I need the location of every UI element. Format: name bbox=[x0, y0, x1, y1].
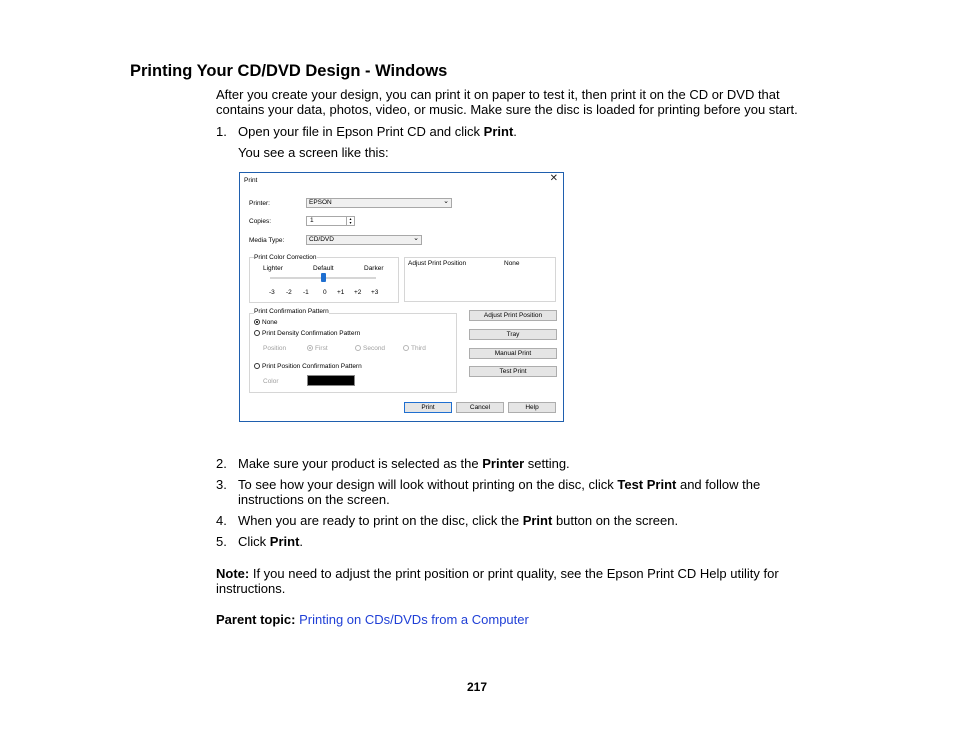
chevron-down-icon: ⌄ bbox=[413, 235, 419, 242]
radio-third-label: Third bbox=[411, 345, 426, 352]
note-label: Note: bbox=[216, 566, 250, 581]
copies-stepper[interactable]: 1 ▴ ▾ bbox=[306, 216, 355, 226]
manual-print-button[interactable]: Manual Print bbox=[469, 348, 557, 359]
page-number: 217 bbox=[466, 680, 488, 694]
default-label: Default bbox=[313, 265, 334, 272]
radio-third[interactable] bbox=[403, 345, 409, 351]
radio-none-label: None bbox=[262, 319, 278, 326]
step-text: To see how your design will look without printing on the disc, click Test Print and follow the instructions on the screen. bbox=[238, 477, 761, 507]
lighter-label: Lighter bbox=[263, 265, 283, 272]
media-type-label: Media Type: bbox=[249, 237, 285, 244]
position-label: Position bbox=[263, 345, 287, 352]
color-correction-title: Print Color Correction bbox=[254, 254, 317, 261]
help-button[interactable]: Help bbox=[508, 402, 556, 413]
radio-second-label: Second bbox=[363, 345, 386, 352]
cancel-button[interactable]: Cancel bbox=[456, 402, 504, 413]
step-text: Make sure your product is selected as the Printer setting. bbox=[238, 456, 570, 471]
step-number: 1. bbox=[216, 124, 227, 139]
tick-label: 0 bbox=[323, 289, 327, 296]
step-number: 3. bbox=[216, 477, 227, 492]
step-number: 2. bbox=[216, 456, 227, 471]
adjust-print-position-button[interactable]: Adjust Print Position bbox=[469, 310, 557, 321]
adjust-position-label: Adjust Print Position bbox=[408, 260, 467, 267]
step-text: Click Print. bbox=[238, 534, 304, 549]
step-5 bbox=[216, 534, 816, 549]
radio-first[interactable] bbox=[307, 345, 313, 351]
printer-label: Printer: bbox=[249, 200, 270, 207]
radio-position-pattern[interactable] bbox=[254, 363, 260, 369]
radio-first-label: First bbox=[315, 345, 328, 352]
dialog-title: Print bbox=[244, 177, 258, 184]
step-text: When you are ready to print on the disc, click the Print button on the screen. bbox=[238, 513, 679, 528]
step-3 bbox=[216, 477, 816, 507]
printer-select[interactable]: EPSON ⌄ bbox=[306, 198, 452, 208]
print-button[interactable]: Print bbox=[404, 402, 452, 413]
radio-second[interactable] bbox=[355, 345, 361, 351]
step-number: 5. bbox=[216, 534, 227, 549]
color-label: Color bbox=[263, 378, 279, 385]
parent-topic-link[interactable]: Printing on CDs/DVDs from a Computer bbox=[299, 612, 529, 627]
parent-topic bbox=[216, 612, 529, 627]
step-number: 4. bbox=[216, 513, 227, 528]
chevron-down-icon: ⌄ bbox=[443, 198, 449, 205]
test-print-button[interactable]: Test Print bbox=[469, 366, 557, 377]
step-1 bbox=[216, 124, 816, 139]
tick-label: +3 bbox=[371, 289, 379, 296]
note-text: If you need to adjust the print position or print quality, see the Epson Print CD Help utility for instructions. bbox=[216, 566, 779, 596]
darker-label: Darker bbox=[364, 265, 384, 272]
parent-topic-label: Parent topic: bbox=[216, 612, 296, 627]
tick-label: -3 bbox=[269, 289, 275, 296]
copies-label: Copies: bbox=[249, 218, 272, 225]
radio-density-label: Print Density Confirmation Pattern bbox=[262, 330, 361, 337]
print-dialog bbox=[239, 172, 564, 422]
radio-position-label: Print Position Confirmation Pattern bbox=[262, 363, 362, 370]
step-text: Open your file in Epson Print CD and click Print. bbox=[238, 124, 517, 139]
tick-label: +1 bbox=[337, 289, 345, 296]
intro-paragraph: After you create your design, you can print it on paper to test it, then print it on the CD or DVD that contains your data, photos, video, or music. Make sure the disc is loaded for printing before you start. bbox=[216, 87, 798, 117]
step-4 bbox=[216, 513, 816, 528]
color-slider-thumb[interactable] bbox=[321, 273, 326, 282]
color-swatch[interactable] bbox=[307, 375, 355, 386]
stepper-arrows-icon[interactable]: ▴ ▾ bbox=[346, 217, 354, 225]
page-title: Printing Your CD/DVD Design - Windows bbox=[130, 62, 448, 80]
radio-none[interactable] bbox=[254, 319, 260, 325]
radio-density-pattern[interactable] bbox=[254, 330, 260, 336]
note-paragraph bbox=[216, 566, 806, 596]
close-icon[interactable]: ✕ bbox=[549, 173, 558, 184]
confirmation-pattern-title: Print Confirmation Pattern bbox=[254, 308, 329, 315]
step-2 bbox=[216, 456, 816, 471]
media-type-select[interactable]: CD/DVD ⌄ bbox=[306, 235, 422, 245]
tick-label: -2 bbox=[286, 289, 292, 296]
adjust-position-value: None bbox=[504, 260, 520, 267]
tick-label: +2 bbox=[354, 289, 362, 296]
see-screen-text: You see a screen like this: bbox=[238, 145, 389, 160]
tray-button[interactable]: Tray bbox=[469, 329, 557, 340]
tick-label: -1 bbox=[303, 289, 309, 296]
